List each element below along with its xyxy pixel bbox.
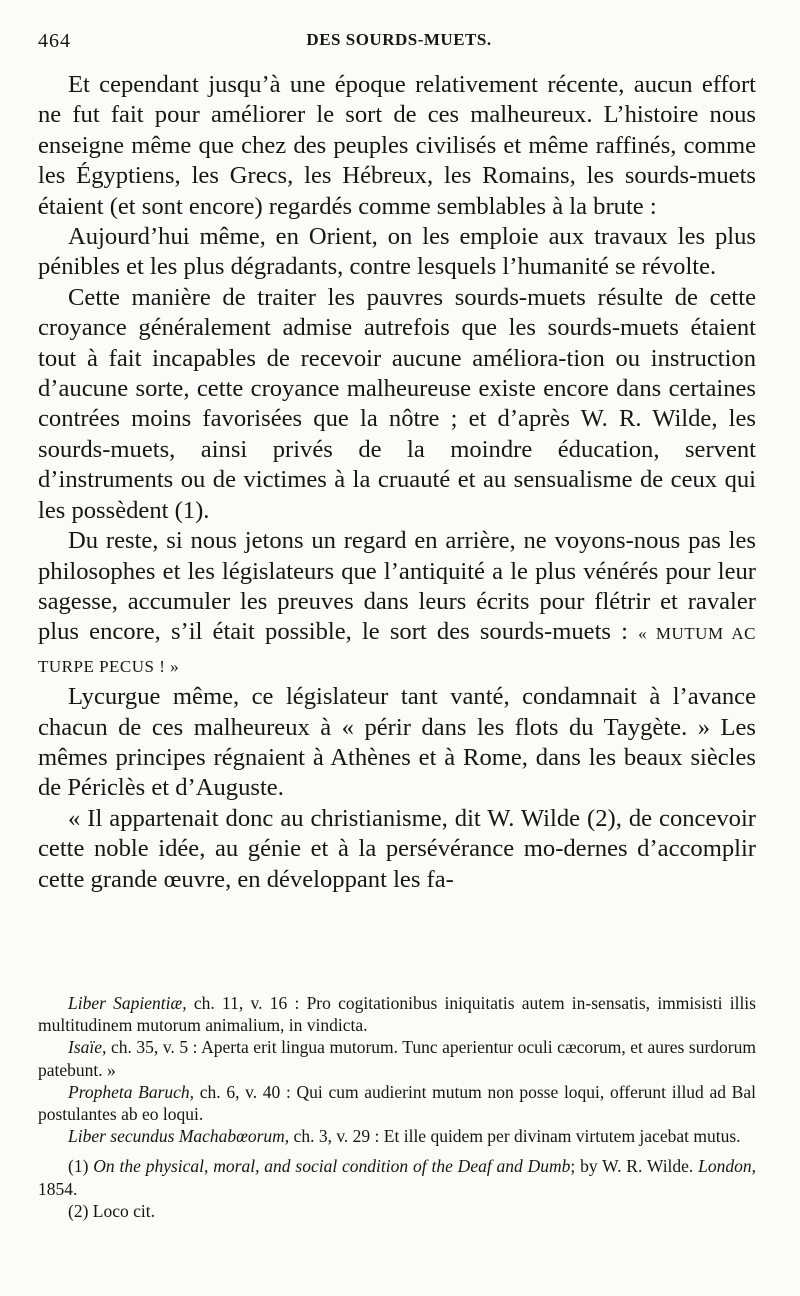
- paragraph-5: Lycurgue même, ce législateur tant vanté, condamnait à l’avance chacun de ces malheureux à « périr dans les flots du Taygète. » Les mêmes principes régnaient à Athènes et à Rome, dans les beaux siècles de Périclès et d’Auguste.: [38, 683, 756, 802]
- paragraph-2: Aujourd’hui même, en Orient, on les emploie aux travaux les plus pénibles et les plus dégradants, contre lesquels l’humanité se révolte.: [38, 223, 756, 281]
- note-sapientiae-text: ch. 11, v. 16 : Pro cogitationibus iniquitatis autem in-sensatis, immisisti illis multitudinem mutorum animalium, in vindicta.: [38, 993, 756, 1036]
- note-isaie: [38, 1036, 756, 1080]
- page-header: [38, 30, 760, 62]
- paragraph-6: « Il appartenait donc au christianisme, dit W. Wilde (2), de concevoir cette noble idée, au génie et à la persévérance mo-dernes d’accomplir cette grande œuvre, en développant les fa-: [38, 804, 756, 893]
- note-isaie-ref: Isaïe,: [68, 1037, 107, 1058]
- paragraph-4-text: Du reste, si nous jetons un regard en arrière, ne voyons-nous pas les philosophes et les législateurs que l’antiquité a le plus vénérés pour leur sagesse, accumuler les preuves dans leurs écrits pour flétrir et ravaler plus encore, s’il était possible, le sort des sourds-muets :: [38, 527, 756, 646]
- note-machabaeorum-ref: Liber secundus Machabœorum,: [68, 1126, 290, 1147]
- footnote-1: [38, 1155, 756, 1199]
- paragraph-4: [38, 526, 756, 682]
- footnote-1-number: (1): [68, 1156, 94, 1177]
- page-number: 464: [38, 30, 71, 52]
- note-baruch-text: ch. 6, v. 40 : Qui cum audierint mutum non posse loqui, offerunt illud ad Bal postulantes ab eo loqui.: [38, 1081, 756, 1125]
- latin-quote: « MUTUM AC TURPE PECUS ! »: [38, 624, 756, 676]
- footnote-1-title: On the physical, moral, and social condition of the Deaf and Dumb: [93, 1156, 571, 1177]
- footnote-1-year: 1854.: [38, 1178, 78, 1199]
- note-baruch-ref: Propheta Baruch,: [68, 1081, 195, 1102]
- footnote-2: (2) Loco cit.: [68, 1200, 155, 1221]
- running-title: DES SOURDS-MUETS.: [306, 30, 492, 49]
- main-text: [38, 70, 756, 895]
- note-sapientiae-ref: Liber Sapientiæ,: [68, 993, 187, 1013]
- paragraph-1: Et cependant jusqu’à une époque relativement récente, aucun effort ne fut fait pour améliorer le sort de ces malheureux. L’histoire nous enseigne même que chez des peuples civilisés et même raffinés, comme les Égyptiens, les Grecs, les Hébreux, les Romains, les sourds-muets étaient (et sont encore) regardés comme semblables à la brute :: [38, 71, 756, 220]
- footnote-1-author: ; by W. R. Wilde.: [570, 1156, 699, 1177]
- note-machabaeorum: [38, 1125, 756, 1147]
- note-isaie-text: ch. 35, v. 5 : Aperta erit lingua mutorum. Tunc aperientur oculi cæcorum, et aures surdorum patebunt. »: [38, 1037, 756, 1080]
- note-machabaeorum-text: ch. 3, v. 29 : Et ille quidem per divinam virtutem jacebat mutus.: [289, 1126, 741, 1147]
- note-sapientiae: [38, 992, 756, 1036]
- note-baruch: [38, 1081, 756, 1125]
- paragraph-3: Cette manière de traiter les pauvres sourds-muets résulte de cette croyance généralement admise autrefois que les sourds-muets étaient tout à fait incapables de recevoir aucune améliora-tion ou instruction d’aucune sorte, cette croyance malheureuse existe encore dans certaines contrées moins favorisées que la nôtre ; et d’après W. R. Wilde, les sourds-muets, ainsi privés de la moindre éducation, servent d’instruments ou de victimes à la cruauté et au sensualisme de ceux qui les possèdent (1).: [38, 283, 756, 524]
- footnotes: [38, 992, 756, 1222]
- footnote-1-place: London,: [698, 1156, 757, 1177]
- notes-gap: [38, 1147, 756, 1155]
